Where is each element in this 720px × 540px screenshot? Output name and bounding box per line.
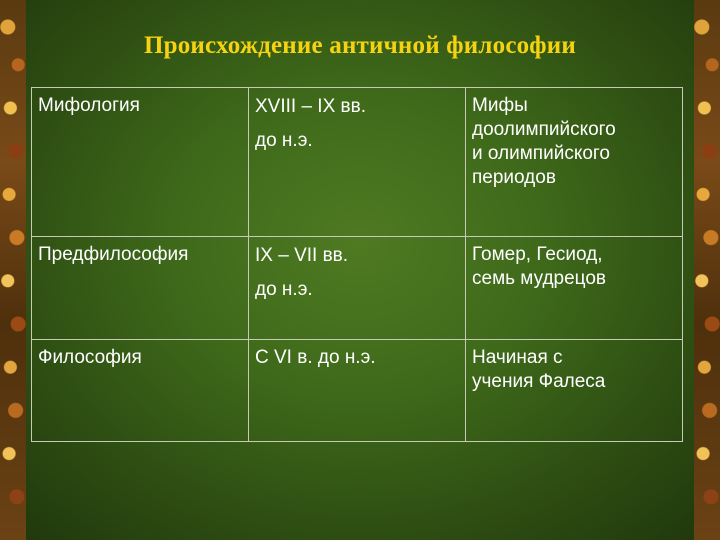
period-text: XVIII – IX вв. до н.э. [255, 96, 367, 151]
representatives-text: Гомер, Гесиод, семь мудрецов [472, 244, 607, 289]
table-cell-period [249, 237, 466, 340]
table-cell-stage [32, 237, 249, 340]
table-row [32, 340, 683, 442]
stage-text: Философия [38, 347, 142, 368]
representatives-text: Начиная с учения Фалеса [472, 347, 606, 392]
table-cell-representatives [466, 88, 683, 237]
table-cell-period [249, 88, 466, 237]
table-cell-period [249, 340, 466, 442]
table-cell-stage [32, 88, 249, 237]
representatives-text: Мифы доолимпийского и олимпийского периодов [472, 95, 616, 188]
period-text: С VI в. до н.э. [255, 347, 376, 368]
period-text: IX – VII вв. до н.э. [255, 245, 349, 300]
table-cell-stage [32, 340, 249, 442]
table-row [32, 88, 683, 237]
stage-text: Мифология [38, 95, 140, 116]
philosophy-origin-table [31, 87, 683, 442]
autumn-leaves-border-right [694, 0, 720, 540]
table-row [32, 237, 683, 340]
stage-text: Предфилософия [38, 244, 189, 265]
table-cell-representatives [466, 237, 683, 340]
table-cell-representatives [466, 340, 683, 442]
autumn-leaves-border-left [0, 0, 26, 540]
slide-title: Происхождение античной философии [143, 32, 577, 59]
